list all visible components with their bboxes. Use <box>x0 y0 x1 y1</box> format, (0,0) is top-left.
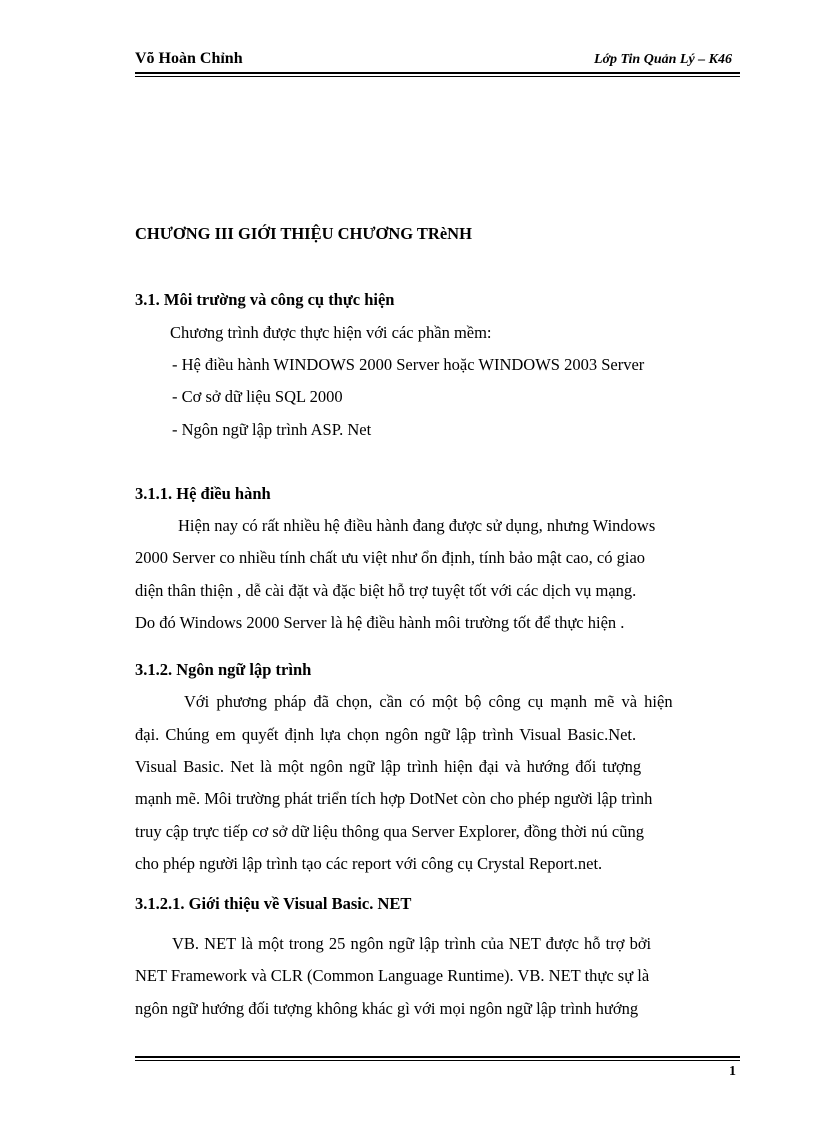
chapter-title: CHƯƠNG III GIỚI THIỆU CHƯƠNG TRèNH <box>135 224 472 243</box>
list-item: - Ngôn ngữ lập trình ASP. Net <box>172 420 372 439</box>
header-author: Võ Hoàn Chỉnh <box>135 50 243 67</box>
header-class: Lớp Tin Quản Lý – K46 <box>593 52 732 67</box>
page-header <box>135 50 740 70</box>
footer-rule-thin <box>135 1060 740 1061</box>
section-3-1-2-heading: 3.1.2. Ngôn ngữ lập trình <box>135 660 312 679</box>
paragraph-line: ngôn ngữ hướng đối tượng không khác gì với mọi ngôn ngữ lập trình hướng <box>135 999 639 1018</box>
footer-rule <box>135 1056 740 1058</box>
section-3-1-2-1-heading: 3.1.2.1. Giới thiệu về Visual Basic. NET <box>135 894 412 913</box>
paragraph-line: Hiện nay có rất nhiều hệ điều hành đang được sử dụng, nhưng Windows <box>178 516 656 535</box>
paragraph-line: NET Framework và CLR (Common Language Runtime). VB. NET thực sự là <box>135 966 650 985</box>
section-3-1-intro: Chương trình được thực hiện với các phần mềm: <box>170 323 492 342</box>
paragraph-line: Visual Basic. Net là một ngôn ngữ lập trình hiện đại và hướng đối tượng <box>135 757 642 776</box>
section-3-1-1-heading: 3.1.1. Hệ điều hành <box>135 484 271 503</box>
page-number: 1 <box>729 1064 736 1079</box>
paragraph-line: Với phương pháp đã chọn, cần có một bộ công cụ mạnh mẽ và hiện <box>184 692 673 711</box>
paragraph-line: mạnh mẽ. Môi trường phát triển tích hợp DotNet còn cho phép người lập trình <box>135 789 653 808</box>
paragraph-line: VB. NET là một trong 25 ngôn ngữ lập trình của NET được hỗ trợ bởi <box>172 934 652 953</box>
paragraph-line: Do đó Windows 2000 Server là hệ điều hành môi trường tốt để thực hiện . <box>135 613 625 632</box>
header-rule <box>135 72 740 74</box>
list-item: - Hệ điều hành WINDOWS 2000 Server hoặc WINDOWS 2003 Server <box>172 355 645 374</box>
paragraph-line: truy cập trực tiếp cơ sở dữ liệu thông qua Server Explorer, đồng thời nú cũng <box>135 822 644 841</box>
header-rule-thin <box>135 76 740 77</box>
list-item: - Cơ sở dữ liệu SQL 2000 <box>172 387 343 406</box>
paragraph-line: đại. Chúng em quyết định lựa chọn ngôn ngữ lập trình Visual Basic.Net. <box>135 725 637 744</box>
paragraph-line: diện thân thiện , dễ cài đặt và đặc biệt hỗ trợ tuyệt tốt với các dịch vụ mạng. <box>135 581 637 600</box>
paragraph-line: cho phép người lập trình tạo các report với công cụ Crystal Report.net. <box>135 854 603 873</box>
paragraph-line: 2000 Server co nhiều tính chất ưu việt như ổn định, tính bảo mật cao, có giao <box>135 548 646 567</box>
section-3-1-heading: 3.1. Môi trường và công cụ thực hiện <box>135 290 395 309</box>
